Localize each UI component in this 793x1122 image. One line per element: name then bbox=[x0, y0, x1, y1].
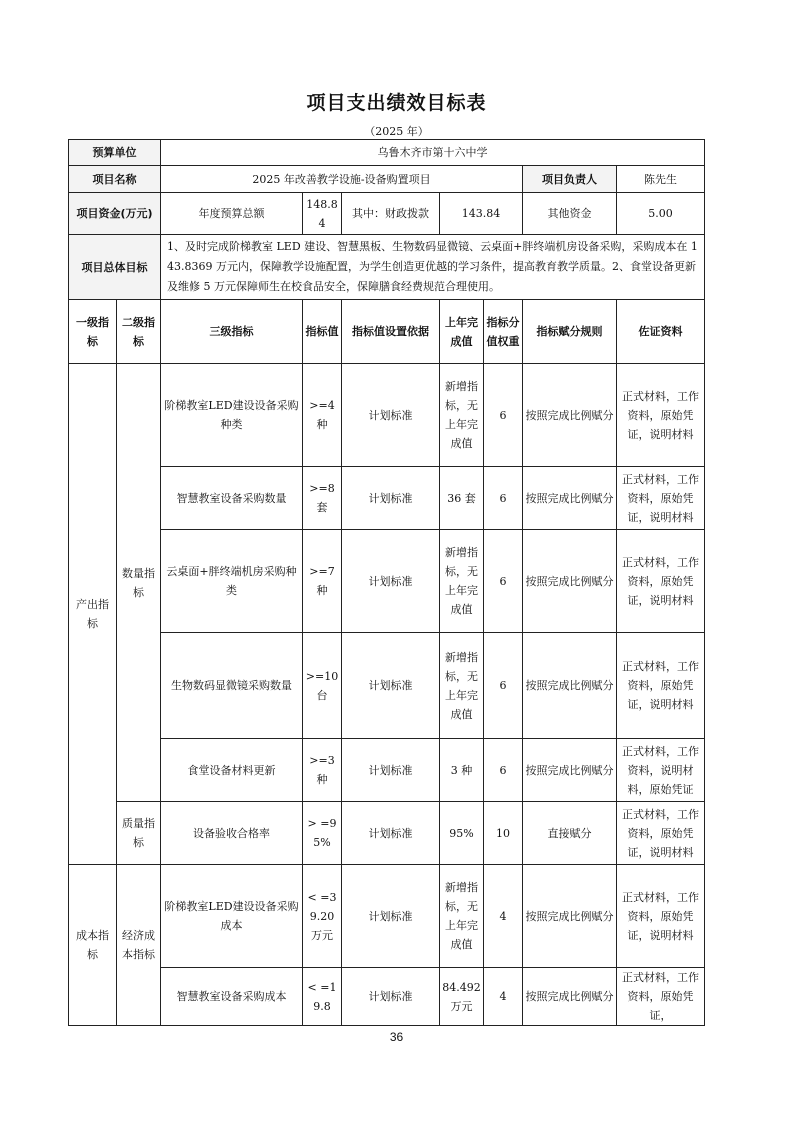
indicator-basis: 计划标准 bbox=[342, 467, 440, 530]
indicator-last: 3 种 bbox=[440, 739, 484, 802]
indicator-value: >=4 种 bbox=[303, 364, 342, 467]
indicator-evidence: 正式材料，工作资料，说明材料，原始凭证 bbox=[617, 739, 705, 802]
indicator-last: 36 套 bbox=[440, 467, 484, 530]
indicator-weight: 4 bbox=[484, 865, 523, 968]
group-cost: 成本指标 bbox=[69, 865, 117, 1026]
header-level2: 二级指标 bbox=[117, 300, 161, 364]
indicator-evidence: 正式材料，工作资料，原始凭证，说明材料 bbox=[617, 865, 705, 968]
page-number: 36 bbox=[389, 1030, 404, 1044]
table-row bbox=[69, 633, 705, 739]
table-row bbox=[69, 739, 705, 802]
indicator-rule: 按照完成比例赋分 bbox=[523, 739, 617, 802]
overall-goal-text: 1、及时完成阶梯教室 LED 建设、智慧黑板、生物数码显微镜、云桌面+胖终端机房设备采购，采购成本在 143.8369 万元内，保障教学设施配置，为学生创造更优越的学习条件，提高教育教学质量。2、食堂设备更新及维修 5 万元保障师生在校食品安全，保障膳食经费规范合理使用。 bbox=[161, 235, 705, 300]
group-output: 产出指标 bbox=[69, 364, 117, 865]
indicator-last: 95% bbox=[440, 802, 484, 865]
indicator-value: >=3 种 bbox=[303, 739, 342, 802]
fiscal-label: 其中：财政拨款 bbox=[342, 193, 440, 235]
indicator-weight: 6 bbox=[484, 633, 523, 739]
year-label: （2025 年） bbox=[364, 125, 429, 138]
fiscal-value: 143.84 bbox=[440, 193, 523, 235]
indicator-last: 84.492 万元 bbox=[440, 968, 484, 1026]
indicator-name: 阶梯教室LED建设设备采购成本 bbox=[161, 865, 303, 968]
indicator-rule: 直接赋分 bbox=[523, 802, 617, 865]
indicator-basis: 计划标准 bbox=[342, 633, 440, 739]
header-weight: 指标分值权重 bbox=[484, 300, 523, 364]
manager-value: 陈先生 bbox=[617, 166, 705, 193]
indicator-last: 新增指标，无上年完成值 bbox=[440, 364, 484, 467]
indicator-name: 阶梯教室LED建设设备采购种类 bbox=[161, 364, 303, 467]
header-basis: 指标值设置依据 bbox=[342, 300, 440, 364]
indicator-name: 生物数码显微镜采购数量 bbox=[161, 633, 303, 739]
page-title: 项目支出绩效目标表 bbox=[306, 92, 487, 114]
indicator-basis: 计划标准 bbox=[342, 530, 440, 633]
indicator-rule: 按照完成比例赋分 bbox=[523, 530, 617, 633]
overall-goal-label: 项目总体目标 bbox=[69, 235, 161, 300]
indicator-basis: 计划标准 bbox=[342, 865, 440, 968]
indicator-rule: 按照完成比例赋分 bbox=[523, 865, 617, 968]
header-level3: 三级指标 bbox=[161, 300, 303, 364]
indicator-rule: 按照完成比例赋分 bbox=[523, 467, 617, 530]
indicator-evidence: 正式材料，工作资料，原始凭证，说明材料 bbox=[617, 467, 705, 530]
table-row bbox=[69, 802, 705, 865]
indicator-weight: 6 bbox=[484, 364, 523, 467]
indicator-weight: 6 bbox=[484, 739, 523, 802]
table-row bbox=[69, 968, 705, 1026]
indicator-name: 云桌面+胖终端机房采购种类 bbox=[161, 530, 303, 633]
funds-label: 项目资金(万元) bbox=[69, 193, 161, 235]
budget-unit-value: 乌鲁木齐市第十六中学 bbox=[161, 140, 705, 166]
table-row bbox=[69, 865, 705, 968]
header-value: 指标值 bbox=[303, 300, 342, 364]
header-rule: 指标赋分规则 bbox=[523, 300, 617, 364]
indicator-value: > =95% bbox=[303, 802, 342, 865]
indicator-basis: 计划标准 bbox=[342, 802, 440, 865]
table-row bbox=[69, 530, 705, 633]
manager-label: 项目负责人 bbox=[523, 166, 617, 193]
header-last: 上年完成值 bbox=[440, 300, 484, 364]
group-quantity: 数量指标 bbox=[117, 364, 161, 802]
header-level1: 一级指标 bbox=[69, 300, 117, 364]
indicator-rule: 按照完成比例赋分 bbox=[523, 364, 617, 467]
indicator-evidence: 正式材料，工作资料，原始凭证，说明材料 bbox=[617, 633, 705, 739]
indicator-evidence: 正式材料，工作资料，原始凭证， bbox=[617, 968, 705, 1026]
indicator-last: 新增指标，无上年完成值 bbox=[440, 865, 484, 968]
indicator-value: < =19.8 bbox=[303, 968, 342, 1026]
other-value: 5.00 bbox=[617, 193, 705, 235]
indicator-name: 智慧教室设备采购成本 bbox=[161, 968, 303, 1026]
indicator-basis: 计划标准 bbox=[342, 968, 440, 1026]
indicator-rule: 按照完成比例赋分 bbox=[523, 968, 617, 1026]
indicator-last: 新增指标，无上年完成值 bbox=[440, 633, 484, 739]
indicator-rule: 按照完成比例赋分 bbox=[523, 633, 617, 739]
indicator-basis: 计划标准 bbox=[342, 739, 440, 802]
project-name-label: 项目名称 bbox=[69, 166, 161, 193]
indicator-name: 设备验收合格率 bbox=[161, 802, 303, 865]
header-evidence: 佐证资料 bbox=[617, 300, 705, 364]
indicator-last: 新增指标，无上年完成值 bbox=[440, 530, 484, 633]
budget-unit-label: 预算单位 bbox=[69, 140, 161, 166]
table-row bbox=[69, 364, 705, 467]
group-economic: 经济成本指标 bbox=[117, 865, 161, 1026]
group-quality: 质量指标 bbox=[117, 802, 161, 865]
indicator-basis: 计划标准 bbox=[342, 364, 440, 467]
indicator-evidence: 正式材料，工作资料，原始凭证，说明材料 bbox=[617, 802, 705, 865]
indicator-value: >=10 台 bbox=[303, 633, 342, 739]
indicator-weight: 4 bbox=[484, 968, 523, 1026]
indicator-evidence: 正式材料，工作资料，原始凭证，说明材料 bbox=[617, 364, 705, 467]
indicator-weight: 6 bbox=[484, 530, 523, 633]
indicator-value: >=7 种 bbox=[303, 530, 342, 633]
indicator-value: >=8 套 bbox=[303, 467, 342, 530]
annual-total-value: 148.84 bbox=[303, 193, 342, 235]
project-name-value: 2025 年改善教学设施-设备购置项目 bbox=[161, 166, 523, 193]
indicator-weight: 10 bbox=[484, 802, 523, 865]
indicator-weight: 6 bbox=[484, 467, 523, 530]
indicator-name: 智慧教室设备采购数量 bbox=[161, 467, 303, 530]
performance-table bbox=[68, 139, 705, 1026]
other-label: 其他资金 bbox=[523, 193, 617, 235]
indicator-evidence: 正式材料，工作资料，原始凭证，说明材料 bbox=[617, 530, 705, 633]
table-row bbox=[69, 467, 705, 530]
indicator-name: 食堂设备材料更新 bbox=[161, 739, 303, 802]
annual-total-label: 年度预算总额 bbox=[161, 193, 303, 235]
indicator-value: < =39.20 万元 bbox=[303, 865, 342, 968]
